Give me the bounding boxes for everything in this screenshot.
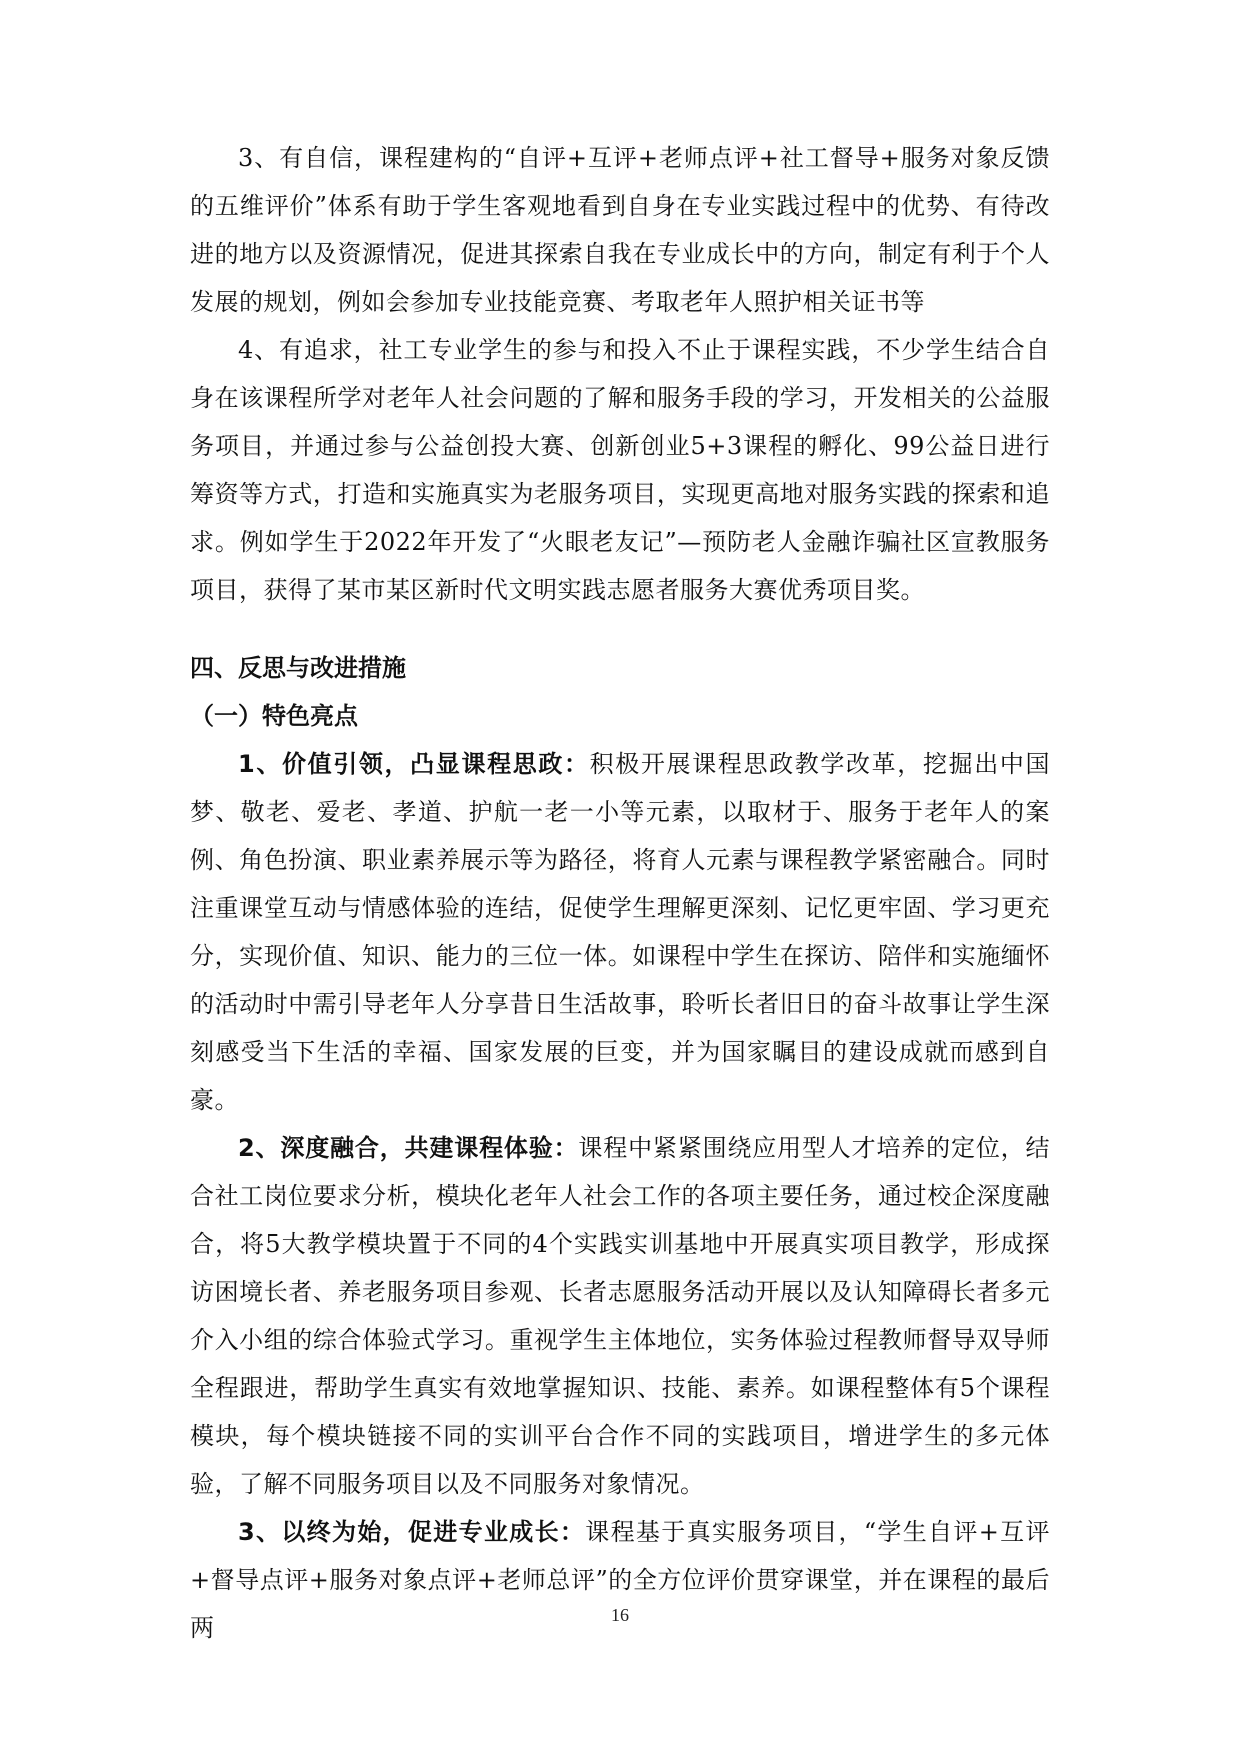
highlight-lead: 1、价值引领，凸显课程思政：	[238, 750, 590, 778]
paragraph-confidence: 3、有自信，课程建构的“自评+互评+老师点评+社工督导+服务对象反馈的五维评价”体系有助于学生客观地看到自身在专业实践过程中的优势、有待改进的地方以及资源情况，促进其探索自我在专业成长中的方向，制定有利于个人发展的规划，例如会参加专业技能竞赛、考取老年人照护相关证书等	[190, 144, 1050, 316]
page-number: 16	[611, 1605, 629, 1625]
highlight-lead: 3、以终为始，促进专业成长：	[238, 1518, 586, 1546]
highlight-deep-integration	[190, 1124, 1050, 1508]
paragraph-pursuit: 4、有追求，社工专业学生的参与和投入不止于课程实践，不少学生结合自身在该课程所学对老年人社会问题的了解和服务手段的学习，开发相关的公益服务项目，并通过参与公益创投大赛、创新创业5+3课程的孵化、99公益日进行筹资等方式，打造和实施真实为老服务项目，实现更高地对服务实践的探索和追求。例如学生于2022年开发了“火眼老友记”—预防老人金融诈骗社区宣教服务项目，获得了某市某区新时代文明实践志愿者服务大赛优秀项目奖。	[190, 336, 1050, 604]
subsection-heading: （一）特色亮点	[190, 702, 358, 730]
highlight-value-guidance	[190, 740, 1050, 1124]
highlight-text: 积极开展课程思政教学改革，挖掘出中国梦、敬老、爱老、孝道、护航一老一小等元素，以取材于、服务于老年人的案例、角色扮演、职业素养展示等为路径，将育人元素与课程教学紧密融合。同时注重课堂互动与情感体验的连结，促使学生理解更深刻、记忆更牢固、学习更充分，实现价值、知识、能力的三位一体。如课程中学生在探访、陪伴和实施缅怀的活动时中需引导老年人分享昔日生活故事，聆听长者旧日的奋斗故事让学生深刻感受当下生活的幸福、国家发展的巨变，并为国家瞩目的建设成就而感到自豪。	[190, 750, 1050, 1114]
highlight-text: 课程中紧紧围绕应用型人才培养的定位，结合社工岗位要求分析，模块化老年人社会工作的各项主要任务，通过校企深度融合，将5大教学模块置于不同的4个实践实训基地中开展真实项目教学，形成探访困境长者、养老服务项目参观、长者志愿服务活动开展以及认知障碍长者多元介入小组的综合体验式学习。重视学生主体地位，实务体验过程教师督导双导师全程跟进，帮助学生真实有效地掌握知识、技能、素养。如课程整体有5个课程模块，每个模块链接不同的实训平台合作不同的实践项目，增进学生的多元体验，了解不同服务项目以及不同服务对象情况。	[190, 1134, 1050, 1498]
section-heading: 四、反思与改进措施	[190, 654, 406, 682]
highlight-lead: 2、深度融合，共建课程体验：	[238, 1134, 579, 1162]
highlight-professional-growth	[190, 1508, 1050, 1652]
highlight-text: 课程基于真实服务项目，“学生自评+互评+督导点评+服务对象点评+老师总评”的全方位评价贯穿课堂，并在课程的最后两	[190, 1518, 1050, 1642]
page-body	[190, 134, 1050, 1652]
